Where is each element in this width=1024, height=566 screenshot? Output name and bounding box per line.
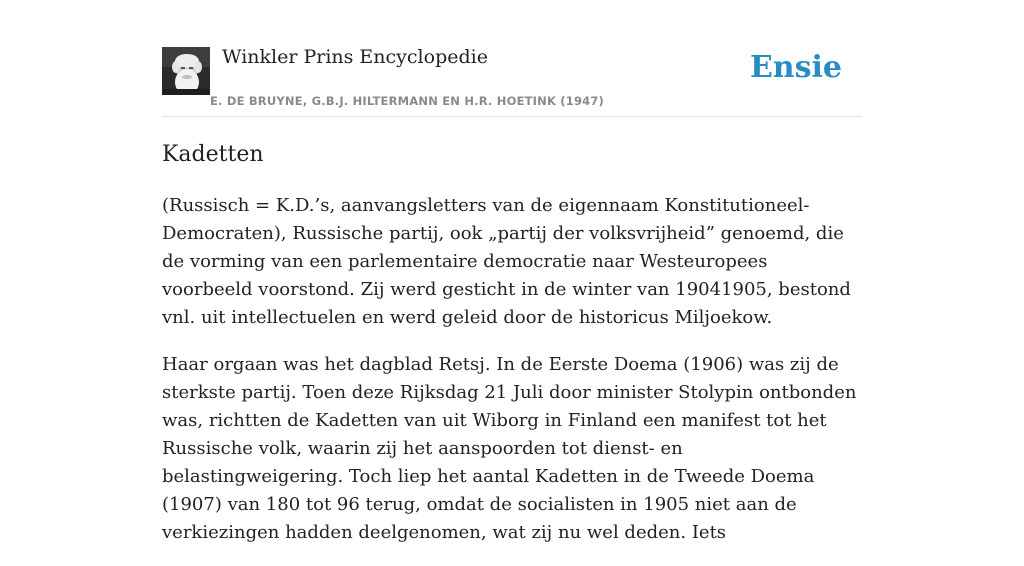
article-paragraph: Haar orgaan was het dagblad Retsj. In de Eerste Doema (1906) was zij de sterkste partij. Toen deze Rijksdag 21 Juli door minister Stolypin ontbonden was, richtten de Kadetten van uit Wiborg in Finland een manifest tot het Russische volk, waarin zij het aanspoorden tot dienst- en belastingweigering. Toch liep het aantal Kadetten in de Tweede Doema (1907) van 180 tot 96 terug, omdat de socialisten in 1905 niet aan de verkiezingen hadden deelgenomen, wat zij nu wel deden. Iets [162, 354, 857, 543]
header [162, 0, 862, 117]
page [162, 0, 862, 543]
article-title: Kadetten [162, 142, 264, 167]
article-body [162, 192, 862, 566]
authors-credit: E. DE BRUYNE, G.B.J. HILTERMANN EN H.R. HOETINK (1947) [210, 94, 605, 108]
author-portrait-icon [162, 47, 210, 95]
brand-logo[interactable]: Ensie [749, 50, 842, 85]
site-title[interactable]: Winkler Prins Encyclopedie [222, 46, 488, 68]
article-paragraph: (Russisch = K.D.’s, aanvangsletters van de eigennaam Konstitutioneel-Democraten), Russische partij, ook „partij der volksvrijheid” genoemd, die de vorming van een parlementaire democratie naar Westeuropees voorbeeld voorstond. Zij werd gesticht in de winter van 19041905, bestond vnl. uit intellectuelen en werd geleid door de historicus Miljoekow. [162, 195, 851, 328]
author-avatar[interactable] [162, 47, 210, 95]
